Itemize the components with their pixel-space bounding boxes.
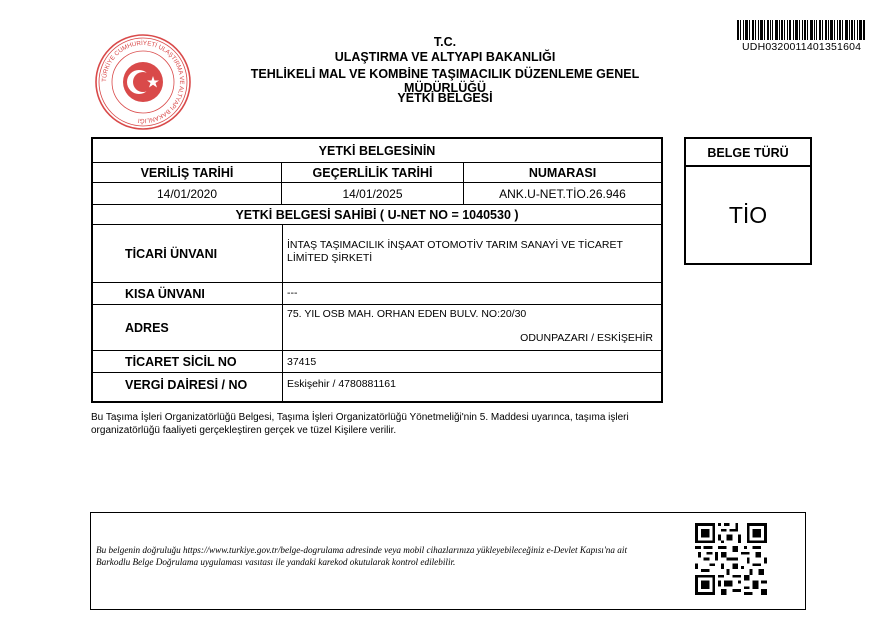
address-cell: [283, 305, 661, 351]
certificate-table: [91, 137, 663, 403]
holder-title: YETKİ BELGESİ SAHİBİ ( U-NET NO = 1040530 ): [93, 205, 661, 225]
header-ministry: ULAŞTIRMA VE ALTYAPI BAKANLIĞI: [334, 50, 556, 64]
certificate-number-value: ANK.U-NET.TİO.26.946: [464, 183, 661, 205]
address-label: ADRES: [93, 305, 283, 351]
header-directorate: TEHLİKELİ MAL VE KOMBİNE TAŞIMACILIK DÜZENLEME GENEL: [250, 67, 640, 81]
header-tc: T.C.: [433, 35, 457, 49]
verification-box: [90, 512, 806, 610]
certificate-section-title: YETKİ BELGESİNİN: [93, 139, 661, 163]
page-title: YETKİ BELGESİ: [397, 91, 493, 105]
seal-text: TÜRKİYE CUMHURİYETİ ULAŞTIRMA VE ALTYAPI BAKANLIĞI: [100, 39, 186, 125]
trade-name-value: İNTAŞ TAŞIMACILIK İNŞAAT OTOMOTİV TARIM SANAYİ VE TİCARET LİMİTED ŞİRKETİ: [283, 225, 661, 283]
header-directorate-cont: MÜDÜRLÜĞÜ: [404, 81, 486, 95]
tax-office-value: Eskişehir / 4780881161: [287, 378, 396, 390]
barcode-number: UDH0320011401351604: [742, 41, 862, 53]
trade-registry-label: TİCARET SİCİL NO: [93, 351, 283, 373]
issue-date-value: 14/01/2020: [93, 183, 282, 205]
column-header-validity-date: GEÇERLİLİK TARİHİ: [282, 163, 464, 183]
column-header-number: NUMARASI: [464, 163, 661, 183]
document-type-value: TİO: [728, 202, 768, 228]
column-header-issue-date: VERİLİŞ TARİHİ: [93, 163, 282, 183]
qr-code[interactable]: [695, 523, 767, 595]
trade-name-label: TİCARİ ÜNVANI: [93, 225, 283, 283]
short-name-value: ---: [283, 283, 661, 305]
tax-office-label: VERGİ DAİRESİ / NO: [93, 373, 283, 401]
document-type-label: BELGE TÜRÜ: [686, 139, 810, 167]
address-line2: ODUNPAZARI / ESKİŞEHİR: [520, 332, 653, 344]
verification-text: Bu belgenin doğruluğu https://www.turkiye.gov.tr/belge-dogrulama adresinde veya mobil cihazlarınıza yükleyebileceğiniz e-Devlet Kapısı'na ait Barkodlu Belge Doğrulama uygulaması vasıtası ile yandaki karekod okutularak kontrol edilebilir.: [96, 545, 627, 567]
short-name-label: KISA ÜNVANI: [93, 283, 283, 305]
barcode: [737, 20, 865, 40]
address-line1: 75. YIL OSB MAH. ORHAN EDEN BULV. NO:20/30: [287, 308, 527, 320]
legal-note: Bu Taşıma İşleri Organizatörlüğü Belgesi, Taşıma İşleri Organizatörlüğü Yönetmeliği'nin 5. Maddesi uyarınca, taşıma işleri organizatörlüğü faaliyeti gerçekleştiren gerçek ve tüzel Kişilere verilir.: [91, 412, 629, 436]
document-type-box: [684, 137, 812, 265]
validity-date-value: 14/01/2025: [282, 183, 464, 205]
ministry-seal: [93, 32, 193, 132]
trade-registry-value: 37415: [283, 351, 661, 373]
